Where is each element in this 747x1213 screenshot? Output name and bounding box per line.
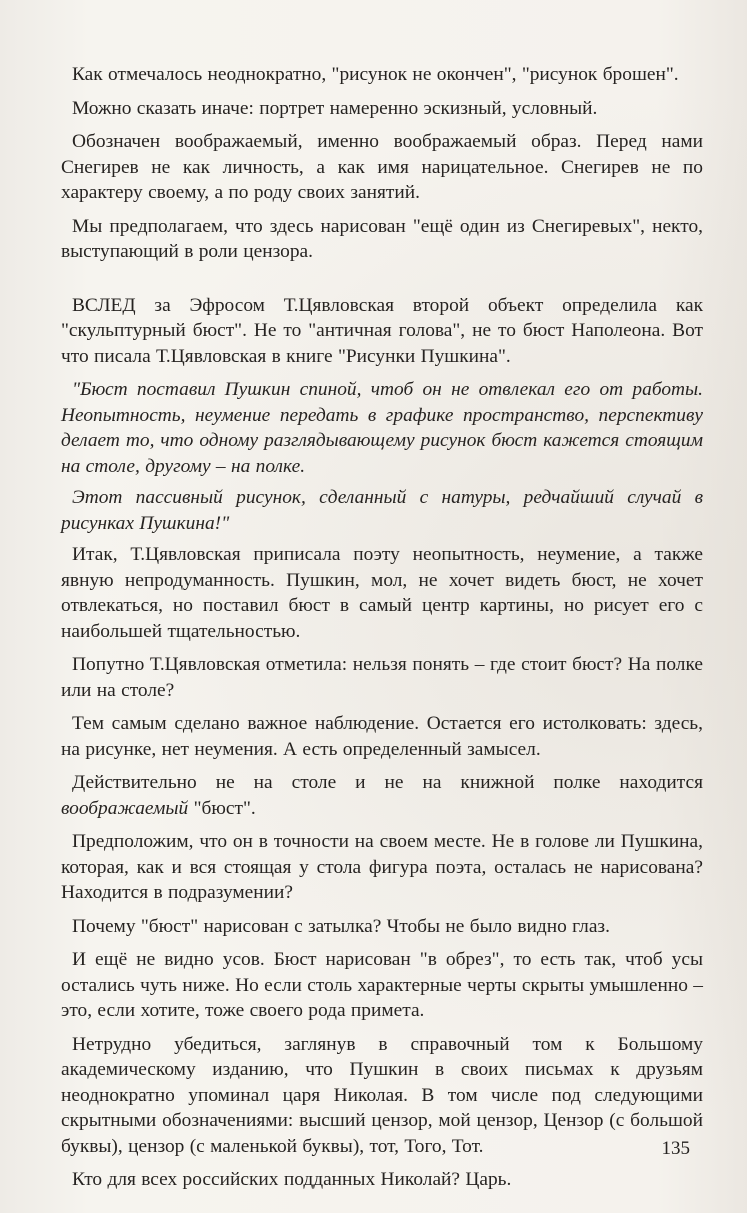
paragraph-16: Кто для всех российских подданных Николай? Царь. (72, 1169, 512, 1190)
paragraph-1: Как отмечалось неоднократно, "рисунок не окончен", "рисунок брошен". (72, 64, 679, 85)
paragraph-11-end: "бюст". (188, 797, 256, 819)
paragraph-3: Обозначен воображаемый, именно воображаемый образ. Перед нами Снегирев не как личность, а как имя нарицательное. Снегирев не по характеру своему, а по роду своих занятий. (61, 131, 703, 203)
quote-paragraph-1: "Бюст поставил Пушкин спиной, чтоб он не отвлекал его от работы. Неопытность, неумение передать в графике пространство, перспективу делает то, что одному разглядывающему рисунок бюст кажется стоящим на столе, другому – на полке. (61, 379, 703, 477)
paragraph-15: Нетрудно убедиться, заглянув в справочный том к Большому академическому изданию, что Пушкин в своих письмах к друзьям неоднократно упоминал царя Николая. В том числе под следующими скрытными обозначениями: высший цензор, мой цензор, Цензор (с большой буквы), цензор (с маленькой буквы), тот, Того, Тот. (61, 1033, 703, 1157)
paragraph-8: Итак, Т.Цявловская приписала поэту неопытность, неумение, а также явную непродуманность. Пушкин, мол, не хочет видеть бюст, не хочет отвлекаться, но поставил бюст в самый центр картины, но рисует его с наибольшей тщательностью. (61, 544, 703, 642)
paragraph-4: Мы предполагаем, что здесь нарисован "ещё один из Снегиревых", некто, выступающий в роли цензора. (61, 215, 703, 262)
paragraph-10: Тем самым сделано важное наблюдение. Остается его истолковать: здесь, на рисунке, нет неумения. А есть определенный замысел. (61, 713, 703, 760)
paragraph-12: Предположим, что он в точности на своем месте. Не в голове ли Пушкина, которая, как и вся стоящая у стола фигура поэта, осталась не нарисована? Находится в подразумении? (61, 831, 703, 903)
paragraph-2: Можно сказать иначе: портрет намеренно эскизный, условный. (72, 97, 598, 119)
paragraph-9: Попутно Т.Цявловская отметила: нельзя понять – где стоит бюст? На полке или на столе? (61, 654, 703, 701)
paragraph-13: Почему "бюст" нарисован с затылка? Чтобы не было видно глаз. (72, 915, 610, 937)
paragraph-5: ВСЛЕД за Эфросом Т.Цявловская второй объект определила как "скульптурный бюст". Не то "античная голова", не то бюст Наполеона. Вот что писала Т.Цявловская в книге "Рисунки Пушкина". (61, 294, 703, 367)
paragraph-11 (61, 770, 703, 821)
page-number: 135 (661, 1138, 690, 1159)
paragraph-11-start: Действительно не на столе и не на книжной полке находится (72, 772, 703, 793)
paragraph-14: И ещё не видно усов. Бюст нарисован "в обрез", то есть так, чтоб усы остались чуть ниже. Но если столь характерные черты скрыты умышленно – это, если хотите, тоже своего рода примета. (61, 949, 703, 1021)
paragraph-11-italic: воображаемый (61, 797, 189, 819)
quote-paragraph-2: Этот пассивный рисунок, сделанный с натуры, редчайший случай в рисунках Пушкина!" (61, 487, 703, 534)
section-gap (61, 273, 703, 293)
